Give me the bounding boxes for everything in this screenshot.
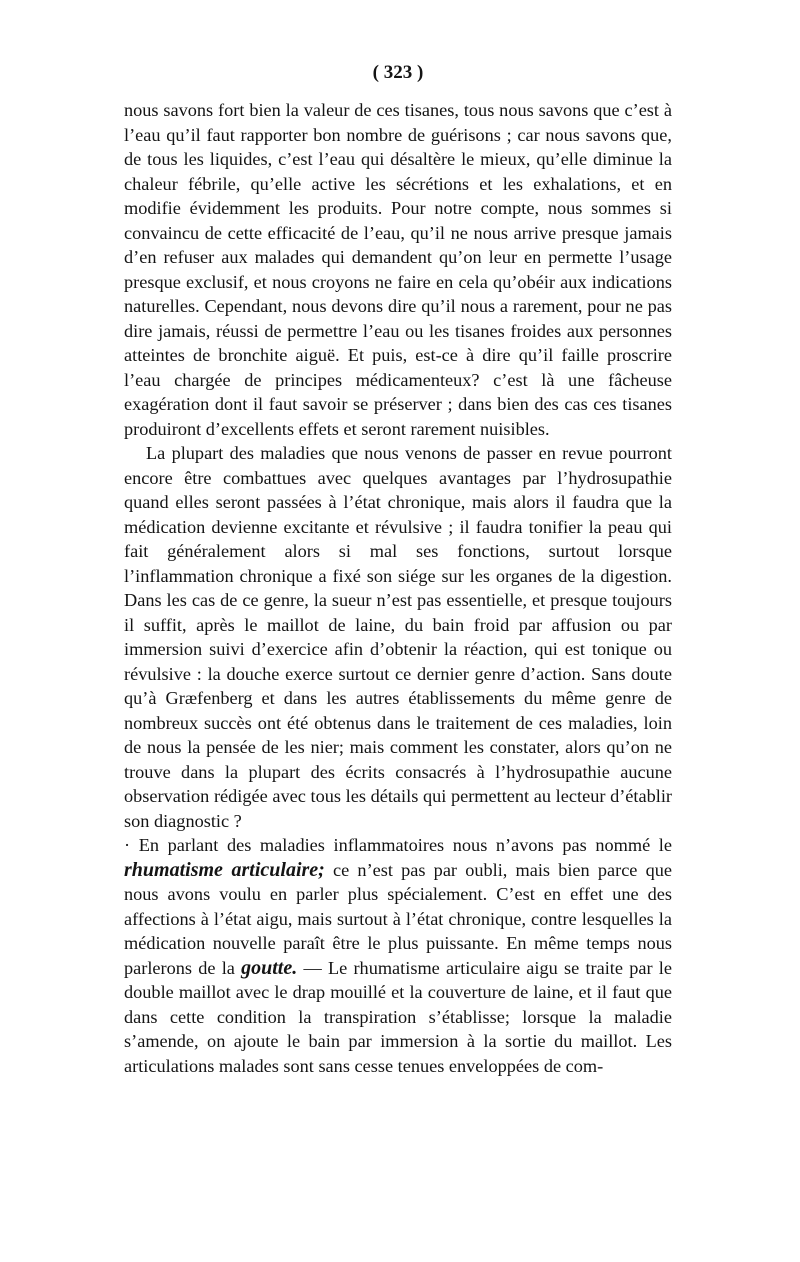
paragraph-3-text-3: — Le rhumatisme articulaire aigu se traite par le double maillot avec le drap mouillé et la couverture de laine, et il faut que dans cette condition la transpiration s’établisse; lorsque la maladie s’amende, on ajoute le bain par immersion à la sortie du maillot. Les articulations malades sont sans cesse tenues enveloppées de com-	[124, 957, 672, 1076]
paragraph-2: La plupart des maladies que nous venons de passer en revue pourront encore être combattues avec quelques avantages par l’hydrosupathie quand elles seront passées à l’état chronique, mais alors il faudra que la médication devienne excitante et révulsive ; il faudra tonifier la peau qui fait généralement alors si mal ses fonctions, surtout lorsque l’inflammation chronique a fixé son siége sur les organes de la digestion. Dans les cas de ce genre, la sueur n’est pas essentielle, et presque toujours il suffit, après le maillot de laine, du bain froid par affusion ou par immersion suivi d’exercice afin d’obtenir la réaction, qui est tonique ou révulsive : la douche exerce surtout ce dernier genre d’action. Sans doute qu’à Græfenberg et dans les autres établissements du même genre de nombreux succès ont été obtenus dans le traitement de ces maladies, loin de nous la pensée de les nier; mais comment les constater, alors qu’on ne trouve dans la plupart des écrits consacrés à l’hydrosupathie aucune observation rédigée avec tous les détails qui permettent au lecteur d’établir son diagnostic ?	[124, 443, 672, 831]
paragraph-1: nous savons fort bien la valeur de ces tisanes, tous nous savons que c’est à l’eau qu’il faut rapporter bon nombre de guérisons ; car nous savons que, de tous les liquides, c’est l’eau qui désaltère le mieux, qu’elle diminue la chaleur fébrile, qu’elle active les sécrétions et les exhalations, et en modifie évidemment les produits. Pour notre compte, nous sommes si convaincu de cette efficacité de l’eau, qu’il ne nous arrive presque jamais d’en refuser aux malades qui demandent qu’on leur en permette l’usage presque exclusif, et nous croyons ne faire en cela qu’obéir aux indications naturelles. Cependant, nous devons dire qu’il nous a rarement, pour ne pas dire jamais, réussi de permettre l’eau ou les tisanes froides aux personnes atteintes de bronchite aiguë. Et puis, est-ce à dire qu’il faille proscrire l’eau chargée de principes médicamenteux? c’est là une fâcheuse exagération dont il faut savoir se préserver ; dans bien des cas ces tisanes produiront d’excellents effets et seront rarement nuisibles.	[124, 100, 672, 439]
term-goutte: goutte.	[241, 956, 298, 979]
paragraph-3-text-1: · En parlant des maladies inflammatoires nous n’avons pas nommé le	[124, 835, 672, 855]
term-rhumatisme-articulaire: rhumatisme articulaire;	[124, 858, 325, 881]
paragraph-3	[124, 833, 672, 1078]
page-number: ( 323 )	[372, 62, 424, 83]
book-page	[124, 58, 672, 1078]
paragraph-3-text-2: ce n’est pas par oubli, mais bien parce que nous avons voulu en parler plus spécialement. C’est en effet une des affections à l’état aigu, mais surtout à l’état chronique, contre lesquelles la médication nouvelle paraît être le plus puissante. En même temps nous parlerons de la	[124, 859, 672, 978]
